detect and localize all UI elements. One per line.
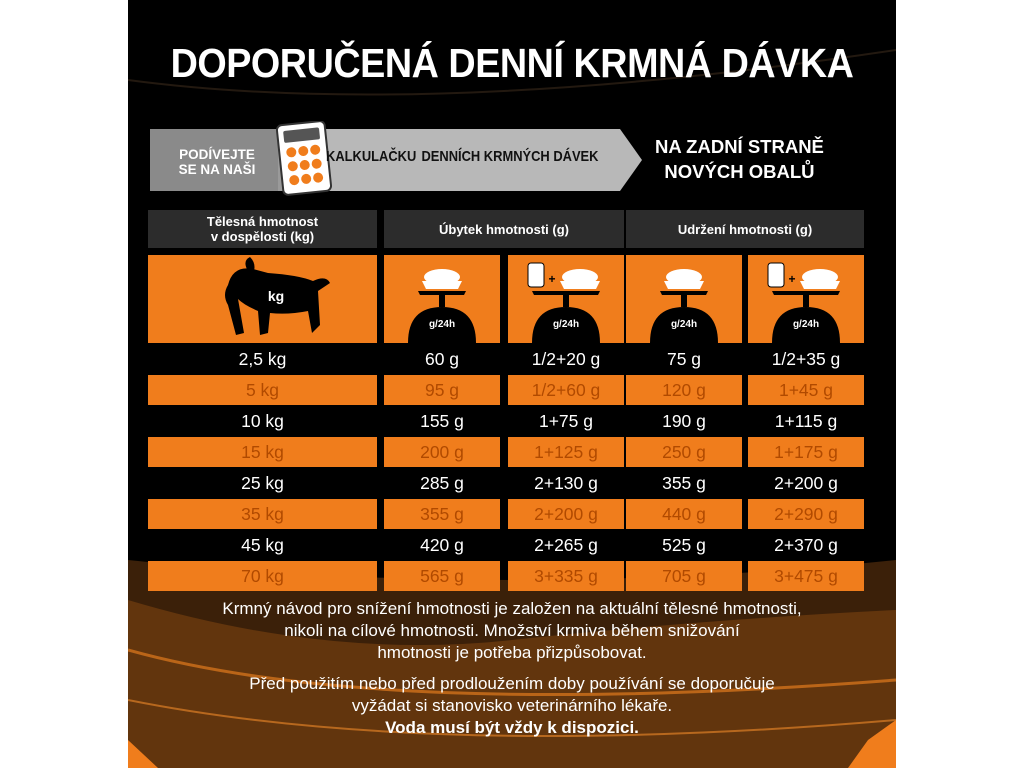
scale-dry-food-icon xyxy=(384,255,500,343)
table-row xyxy=(148,406,864,436)
banner-right-text xyxy=(655,134,824,184)
water-note: Voda musí být vždy k dispozici. xyxy=(385,718,639,737)
cell-loss-mixed: 2+265 g xyxy=(534,534,598,555)
cell-loss-mixed: 1/2+60 g xyxy=(508,375,624,405)
per-day-label-3: g/24h xyxy=(670,319,698,330)
table-row xyxy=(148,375,864,405)
note-line-3: hmotnosti je potřeba přizpůsobovat. xyxy=(377,643,647,662)
table-row xyxy=(148,561,864,591)
cell-maintain-mixed: 2+200 g xyxy=(774,472,838,493)
dog-icon-cell xyxy=(148,255,377,343)
banner-left-line2: SE NA NAŠI xyxy=(178,162,256,177)
cell-loss-mixed: 2+200 g xyxy=(508,499,624,529)
scale-wet-dry-food-icon xyxy=(508,255,624,343)
banner-calc-rest: DENNÍCH KRMNÝCH DÁVEK xyxy=(421,148,599,165)
cell-maintain-dry: 525 g xyxy=(662,534,706,555)
header-weight-maintain: Udržení hmotnosti (g) xyxy=(626,210,864,248)
icon-cell-loss-dry xyxy=(384,255,500,343)
icon-cell-maintain-mixed xyxy=(748,255,864,343)
cell-loss-mixed: 1/2+20 g xyxy=(531,348,601,369)
cell-maintain-dry: 705 g xyxy=(626,561,742,591)
page-title: DOPORUČENÁ DENNÍ KRMNÁ DÁVKA xyxy=(170,40,854,86)
cell-maintain-dry: 120 g xyxy=(626,375,742,405)
icon-cell-maintain-dry xyxy=(626,255,742,343)
cell-maintain-mixed: 1+45 g xyxy=(748,375,864,405)
cell-weight: 5 kg xyxy=(148,375,377,405)
cell-loss-dry: 60 g xyxy=(424,348,460,369)
feeding-guide-panel xyxy=(128,0,896,768)
table-row xyxy=(148,344,864,374)
cell-weight: 70 kg xyxy=(148,561,377,591)
dog-label: kg xyxy=(267,288,285,304)
cell-maintain-dry: 190 g xyxy=(662,410,706,431)
note-line-4: Před použitím nebo před prodloužením doby používání se doporučuje xyxy=(249,674,775,693)
plus-sign-2: + xyxy=(788,272,796,286)
header-weight-line1: Tělesná hmotnost xyxy=(206,214,319,229)
banner-left-line1: PODÍVEJTE xyxy=(179,147,255,162)
cell-loss-dry: 200 g xyxy=(384,437,500,467)
banner-calc-text xyxy=(326,148,598,165)
cell-maintain-dry: 355 g xyxy=(662,472,706,493)
banner-left-text xyxy=(158,147,276,177)
cell-weight: 2,5 kg xyxy=(238,348,287,369)
cell-loss-dry: 155 g xyxy=(420,410,464,431)
cell-weight: 15 kg xyxy=(148,437,377,467)
cell-loss-mixed: 1+125 g xyxy=(508,437,624,467)
cell-maintain-mixed: 1/2+35 g xyxy=(771,348,841,369)
cell-maintain-mixed: 1+175 g xyxy=(748,437,864,467)
cell-weight: 10 kg xyxy=(241,410,284,431)
table-row xyxy=(148,530,864,560)
per-day-label-4: g/24h xyxy=(792,319,820,330)
table-row xyxy=(148,499,864,529)
note-line-1: Krmný návod pro snížení hmotnosti je založen na aktuální tělesné hmotnosti, xyxy=(222,599,802,618)
cell-loss-dry: 285 g xyxy=(420,472,464,493)
calculator-icon xyxy=(276,121,332,199)
table-row xyxy=(148,468,864,498)
header-weight-line2: v dospělosti (kg) xyxy=(210,229,315,244)
table-row xyxy=(148,437,864,467)
scale-wet-dry-food-icon xyxy=(748,255,864,343)
header-weight-loss: Úbytek hmotnosti (g) xyxy=(384,210,624,248)
icon-cell-loss-mixed xyxy=(508,255,624,343)
cell-loss-mixed: 3+335 g xyxy=(508,561,624,591)
cell-loss-mixed: 1+75 g xyxy=(538,410,593,431)
scale-dry-food-icon xyxy=(626,255,742,343)
cell-maintain-mixed: 2+290 g xyxy=(748,499,864,529)
cell-loss-dry: 420 g xyxy=(420,534,464,555)
cell-maintain-mixed: 1+115 g xyxy=(774,410,838,431)
calculator-banner xyxy=(150,129,642,191)
banner-calc-word: KALKULAČKU xyxy=(326,148,417,165)
cell-weight: 35 kg xyxy=(148,499,377,529)
cell-maintain-mixed: 2+370 g xyxy=(774,534,838,555)
cell-loss-mixed: 2+130 g xyxy=(534,472,598,493)
cell-maintain-dry: 75 g xyxy=(666,348,702,369)
header-body-weight xyxy=(148,210,377,248)
per-day-label-1: g/24h xyxy=(428,319,456,330)
banner-right-line1: NA ZADNÍ STRANĚ xyxy=(655,136,824,157)
cell-loss-dry: 565 g xyxy=(384,561,500,591)
plus-sign-1: + xyxy=(548,272,556,286)
per-day-label-2: g/24h xyxy=(552,319,580,330)
banner-right-line2: NOVÝCH OBALŮ xyxy=(664,161,815,182)
cell-maintain-dry: 250 g xyxy=(626,437,742,467)
note-line-5: vyžádat si stanovisko veterinárního lékaře. xyxy=(351,696,673,715)
cell-weight: 25 kg xyxy=(241,472,284,493)
cell-loss-dry: 95 g xyxy=(384,375,500,405)
cell-weight: 45 kg xyxy=(241,534,284,555)
cell-maintain-dry: 440 g xyxy=(626,499,742,529)
dog-icon xyxy=(148,255,377,343)
note-line-2: nikoli na cílové hmotnosti. Množství krmiva během snižování xyxy=(284,621,740,640)
cell-maintain-mixed: 3+475 g xyxy=(748,561,864,591)
cell-loss-dry: 355 g xyxy=(384,499,500,529)
